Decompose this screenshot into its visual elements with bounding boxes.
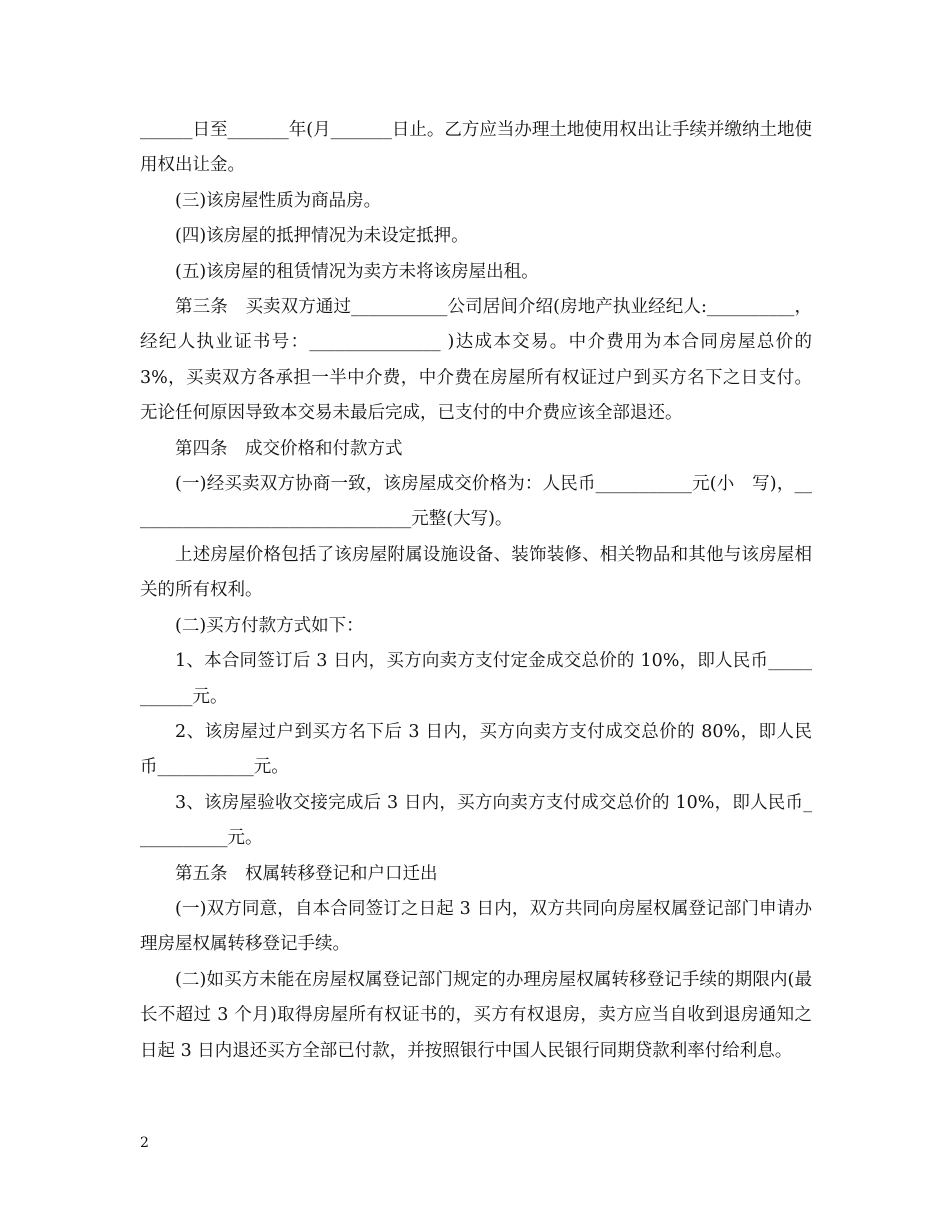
paragraph-registration-agreement: (一)双方同意，自本合同签订之日起 3 日内，双方共同向房屋权属登记部门申请办理房屋权属转移登记手续。 (140, 898, 812, 955)
heading-article-four: 第四条 成交价格和付款方式 (175, 438, 403, 459)
page-number: 2 (140, 1135, 149, 1151)
document-body (140, 113, 818, 1069)
paragraph-mortgage-status: (四)该房屋的抵押情况为未设定抵押。 (175, 226, 469, 247)
paragraph-payment-handover: 3、该房屋验收交接完成后 3 日内，买方向卖方支付成交总价的 10%，即人民币___________元。 (140, 792, 812, 849)
paragraph-payment-deposit: 1、本合同签订后 3 日内，买方向卖方支付定金成交总价的 10%，即人民币___________元。 (140, 651, 812, 707)
heading-article-five: 第五条 权属转移登记和户口迁出 (175, 863, 438, 884)
paragraph-lease-status: (五)该房屋的租赁情况为卖方未将该房屋出租。 (175, 261, 539, 282)
paragraph-payment-transfer: 2、该房屋过户到买方名下后 3 日内，买方向卖方支付成交总价的 80%，即人民币___________元。 (140, 721, 812, 778)
paragraph-house-nature: (三)该房屋性质为商品房。 (175, 190, 382, 211)
paragraph-refund-terms: (二)如买方未能在房屋权属登记部门规定的办理房屋权属转移登记手续的期限内(最长不超过 3 个月)取得房屋所有权证书的，买方有权退房，卖方应当自收到退房通知之日起 3 日内退还买方全部已付款，并按照银行中国人民银行同期贷款利率付给利息。 (140, 969, 812, 1061)
paragraph-article-three-agency: 第三条 买卖双方通过___________公司居间介绍(房地产执业经纪人:__________，经纪人执业证书号：_______________ )达成本交易。中介费用为本合同房屋总价的 3%，买卖双方各承担一半中介费，中介费在房屋所有权证过户到买方名下之日支付。无论任何原因导致本交易未最后完成，已支付的中介费应该全部退还。 (140, 297, 818, 424)
paragraph-payment-method: (二)买方付款方式如下： (175, 615, 364, 636)
paragraph-price-includes: 上述房屋价格包括了该房屋附属设施设备、装饰装修、相关物品和其他与该房屋相关的所有权利。 (140, 544, 812, 601)
paragraph-land-use-term: ______日至_______年(月_______日止。乙方应当办理土地使用权出让手续并缴纳土地使用权出让金。 (140, 120, 812, 176)
paragraph-transaction-price: (一)经买卖双方协商一致，该房屋成交价格为：人民币___________元(小 写)，_________________________________元整(大写)。 (140, 474, 812, 530)
